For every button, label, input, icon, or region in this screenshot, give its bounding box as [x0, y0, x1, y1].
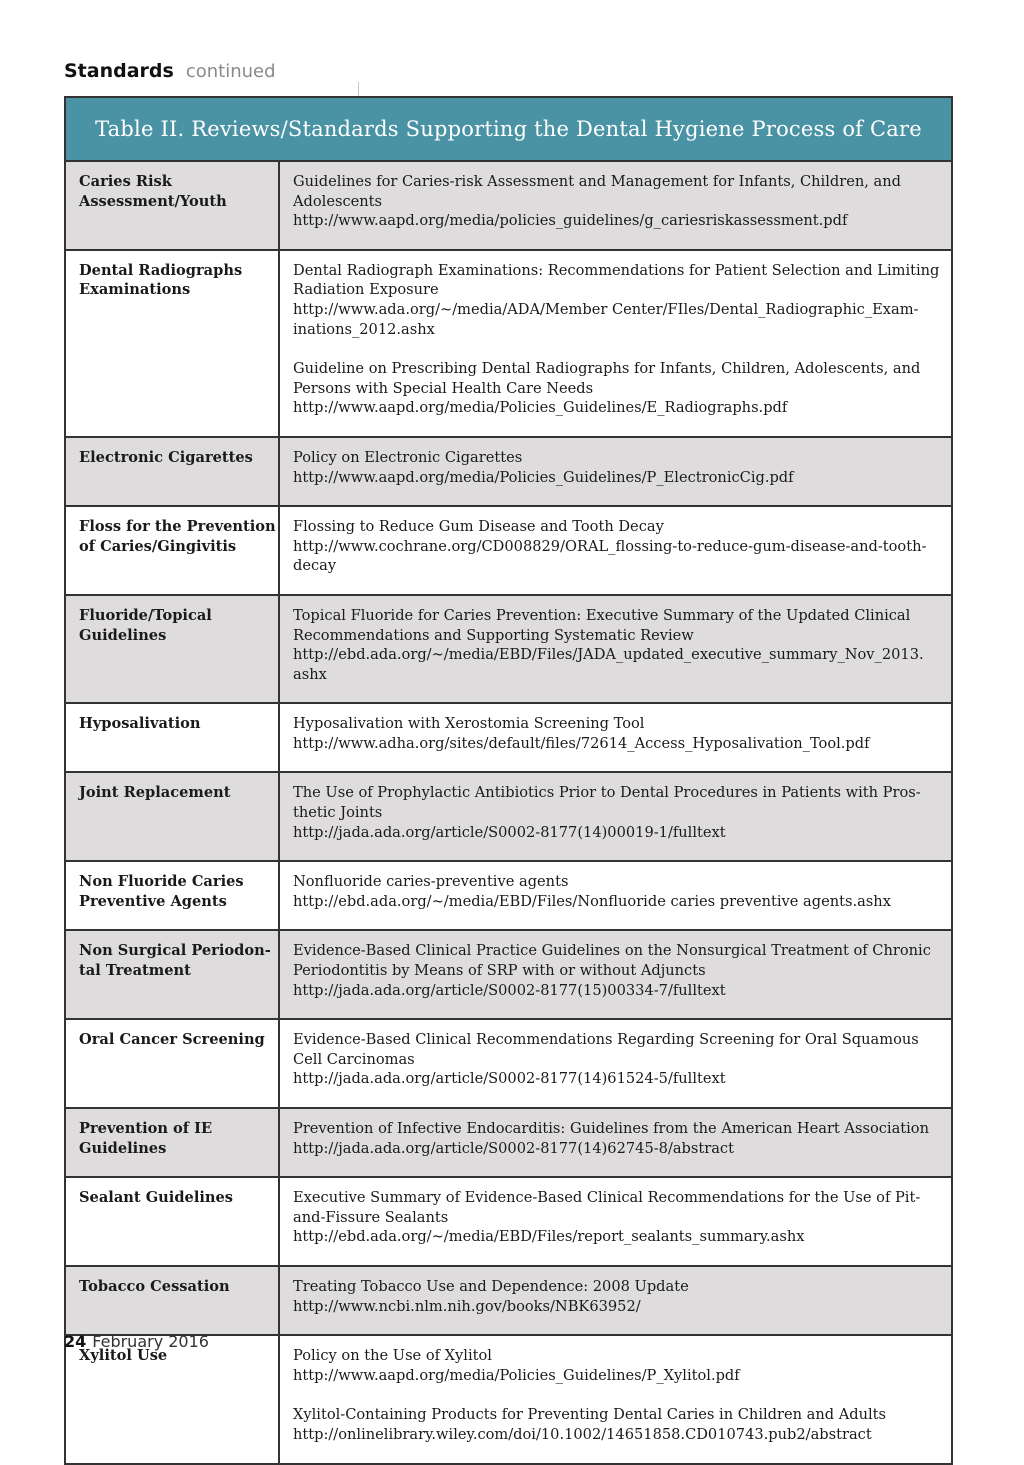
- table-row: [66, 1019, 951, 1108]
- reference-entry: [293, 1405, 941, 1444]
- reference-url-line[interactable]: http://jada.ada.org/article/S0002-8177(14)62745-8/abstract: [293, 1139, 734, 1157]
- references-cell: [279, 1019, 951, 1108]
- reference-title-line: Radiation Exposure: [293, 281, 439, 299]
- reference-entry: [293, 1030, 941, 1089]
- references-cell: [279, 1266, 951, 1335]
- reference-title-line: Guideline on Prescribing Dental Radiographs for Infants, Children, Adolescents, and: [293, 360, 921, 378]
- table-row: [66, 1335, 951, 1462]
- reference-title-line: Guidelines for Caries-risk Assessment and Management for Infants, Children, and: [293, 173, 901, 190]
- reference-url-line[interactable]: http://www.aapd.org/media/Policies_Guidelines/P_Xylitol.pdf: [293, 1366, 740, 1384]
- references-cell: [279, 703, 951, 772]
- reference-entry: [293, 941, 941, 1000]
- table-row: [66, 861, 951, 930]
- topic-label-line: Examinations: [79, 281, 191, 299]
- topic-cell: [66, 703, 279, 772]
- topic-cell: [66, 930, 279, 1019]
- reference-title-line: Hyposalivation with Xerostomia Screening Tool: [293, 715, 645, 733]
- table-row: [66, 506, 951, 595]
- references-cell: [279, 1177, 951, 1266]
- references-cell: [279, 861, 951, 930]
- topic-cell: [66, 1108, 279, 1177]
- topic-label-line: Dental Radiographs: [79, 261, 243, 279]
- reference-entry: [293, 517, 941, 576]
- reference-title-line: Adolescents: [293, 192, 383, 210]
- references-cell: [279, 772, 951, 861]
- issue-date: February 2016: [92, 1332, 209, 1351]
- topic-label-line: Fluoride/Topical: [79, 606, 212, 624]
- topic-label-line: Xylitol Use: [79, 1347, 168, 1365]
- topic-label-line: Tobacco Cessation: [79, 1277, 230, 1295]
- reference-title-line: Cell Carcinomas: [293, 1050, 415, 1068]
- reference-title-line: Prevention of Infective Endocarditis: Guidelines from the American Heart Association: [293, 1120, 929, 1137]
- table-row: [66, 595, 951, 703]
- reference-url-line[interactable]: http://www.cochrane.org/CD008829/ORAL_flossing-to-reduce-gum-disease-and-tooth-: [293, 537, 927, 555]
- topic-cell: [66, 506, 279, 595]
- references-cell: [279, 162, 951, 250]
- references-cell: [279, 930, 951, 1019]
- reference-title-line: Evidence-Based Clinical Recommendations Regarding Screening for Oral Squamous: [293, 1031, 919, 1049]
- topic-label-line: Oral Cancer Screening: [79, 1031, 265, 1049]
- reference-entry: [293, 448, 941, 487]
- reference-url-line[interactable]: ashx: [293, 665, 327, 683]
- reference-url-line[interactable]: decay: [293, 557, 337, 575]
- reference-url-line[interactable]: http://www.aapd.org/media/Policies_Guidelines/P_ElectronicCig.pdf: [293, 468, 794, 486]
- table-title: Table II. Reviews/Standards Supporting the Dental Hygiene Process of Care: [66, 98, 951, 162]
- table-row: [66, 1108, 951, 1177]
- reference-title-line: Persons with Special Health Care Needs: [293, 379, 594, 397]
- reference-title-line: Periodontitis by Means of SRP with or without Adjuncts: [293, 962, 706, 980]
- topic-cell: [66, 1019, 279, 1108]
- reference-url-line[interactable]: inations_2012.ashx: [293, 320, 435, 338]
- reference-entry: [293, 1346, 941, 1385]
- topic-label-line: Caries Risk: [79, 173, 172, 190]
- references-cell: [279, 250, 951, 437]
- topic-label-line: of Caries/Gingivitis: [79, 537, 237, 555]
- reference-entry: [293, 1277, 941, 1316]
- topic-cell: [66, 1335, 279, 1462]
- reference-title-line: thetic Joints: [293, 804, 383, 822]
- reference-entry: [293, 714, 941, 753]
- references-cell: [279, 1108, 951, 1177]
- reference-title-line: Flossing to Reduce Gum Disease and Tooth Decay: [293, 518, 664, 536]
- topic-cell: [66, 1266, 279, 1335]
- reference-title-line: Dental Radiograph Examinations: Recommendations for Patient Selection and Limiting: [293, 261, 940, 279]
- references-cell: [279, 437, 951, 506]
- topic-cell: [66, 595, 279, 703]
- reference-entry: [293, 1188, 941, 1247]
- reference-url-line[interactable]: http://ebd.ada.org/~/media/EBD/Files/Nonfluoride caries preventive agents.ashx: [293, 892, 891, 910]
- reference-entry: [293, 261, 941, 339]
- reference-entry: [293, 359, 941, 418]
- page-footer: [64, 1332, 209, 1351]
- reference-url-line[interactable]: http://www.ada.org/~/media/ADA/Member Center/FIles/Dental_Radiographic_Exam-: [293, 300, 919, 318]
- reference-title-line: The Use of Prophylactic Antibiotics Prior to Dental Procedures in Patients with Pros-: [293, 784, 921, 802]
- table-row: [66, 250, 951, 437]
- topic-label-line: Sealant Guidelines: [79, 1189, 234, 1207]
- reference-title-line: Nonfluoride caries-preventive agents: [293, 873, 569, 891]
- topic-label-line: tal Treatment: [79, 962, 191, 980]
- table-row: [66, 1177, 951, 1266]
- topic-cell: [66, 162, 279, 250]
- reference-url-line[interactable]: http://onlinelibrary.wiley.com/doi/10.1002/14651858.CD010743.pub2/abstract: [293, 1425, 872, 1443]
- reference-title-line: Xylitol-Containing Products for Preventing Dental Caries in Children and Adults: [293, 1406, 887, 1424]
- references-cell: [279, 506, 951, 595]
- topic-cell: [66, 1177, 279, 1266]
- references-cell: [279, 595, 951, 703]
- reference-title-line: and-Fissure Sealants: [293, 1208, 449, 1226]
- topic-label-line: Non Surgical Periodon-: [79, 942, 271, 960]
- topic-label-line: Guidelines: [79, 626, 167, 644]
- references-cell: [279, 1335, 951, 1462]
- standards-table-body: [66, 162, 951, 1463]
- reference-title-line: Topical Fluoride for Caries Prevention: Executive Summary of the Updated Clinical: [293, 606, 911, 624]
- topic-label-line: Joint Replacement: [79, 784, 231, 802]
- standards-table: [64, 96, 953, 1465]
- reference-title-line: Policy on Electronic Cigarettes: [293, 448, 523, 466]
- reference-url-line[interactable]: http://jada.ada.org/article/S0002-8177(15)00334-7/fulltext: [293, 981, 726, 999]
- reference-entry: [293, 1119, 941, 1158]
- section-title: Standards: [64, 60, 174, 82]
- page-header: [64, 60, 276, 82]
- topic-label-line: Electronic Cigarettes: [79, 448, 253, 466]
- table-row: [66, 162, 951, 250]
- table-row: [66, 930, 951, 1019]
- reference-url-line[interactable]: http://ebd.ada.org/~/media/EBD/Files/JADA_updated_executive_summary_Nov_2013.: [293, 646, 924, 664]
- page-number: 24: [64, 1332, 87, 1351]
- reference-url-line[interactable]: http://ebd.ada.org/~/media/EBD/Files/report_sealants_summary.ashx: [293, 1228, 805, 1246]
- reference-entry: [293, 172, 941, 231]
- reference-url-line[interactable]: http://www.aapd.org/media/policies_guidelines/g_cariesriskassessment.pdf: [293, 212, 848, 230]
- topic-label-line: Assessment/Youth: [79, 192, 227, 210]
- topic-cell: [66, 250, 279, 437]
- topic-cell: [66, 437, 279, 506]
- reference-title-line: Evidence-Based Clinical Practice Guidelines on the Nonsurgical Treatment of Chronic: [293, 942, 931, 960]
- reference-entry: [293, 606, 941, 684]
- reference-title-line: Executive Summary of Evidence-Based Clinical Recommendations for the Use of Pit-: [293, 1189, 921, 1207]
- reference-title-line: Policy on the Use of Xylitol: [293, 1347, 492, 1365]
- table-row: [66, 1266, 951, 1335]
- reference-url-line[interactable]: http://jada.ada.org/article/S0002-8177(14)00019-1/fulltext: [293, 823, 726, 841]
- reference-url-line[interactable]: http://www.ncbi.nlm.nih.gov/books/NBK63952/: [293, 1297, 641, 1315]
- reference-title-line: Recommendations and Supporting Systematic Review: [293, 626, 694, 644]
- topic-label-line: Hyposalivation: [79, 715, 201, 733]
- topic-label-line: Guidelines: [79, 1139, 167, 1157]
- reference-url-line[interactable]: http://www.adha.org/sites/default/files/72614_Access_Hyposalivation_Tool.pdf: [293, 734, 870, 752]
- topic-label-line: Floss for the Prevention: [79, 518, 276, 536]
- reference-url-line[interactable]: http://jada.ada.org/article/S0002-8177(14)61524-5/fulltext: [293, 1070, 726, 1088]
- reference-title-line: Treating Tobacco Use and Dependence: 2008 Update: [293, 1277, 689, 1295]
- reference-entry: [293, 872, 941, 911]
- table-row: [66, 772, 951, 861]
- table-row: [66, 437, 951, 506]
- topic-cell: [66, 772, 279, 861]
- topic-label-line: Preventive Agents: [79, 892, 227, 910]
- topic-cell: [66, 861, 279, 930]
- reference-entry: [293, 783, 941, 842]
- topic-label-line: Prevention of IE: [79, 1120, 213, 1137]
- reference-url-line[interactable]: http://www.aapd.org/media/Policies_Guidelines/E_Radiographs.pdf: [293, 399, 788, 417]
- column-guide: [358, 82, 359, 96]
- section-continued-label: continued: [185, 61, 276, 82]
- topic-label-line: Non Fluoride Caries: [79, 873, 244, 891]
- table-row: [66, 703, 951, 772]
